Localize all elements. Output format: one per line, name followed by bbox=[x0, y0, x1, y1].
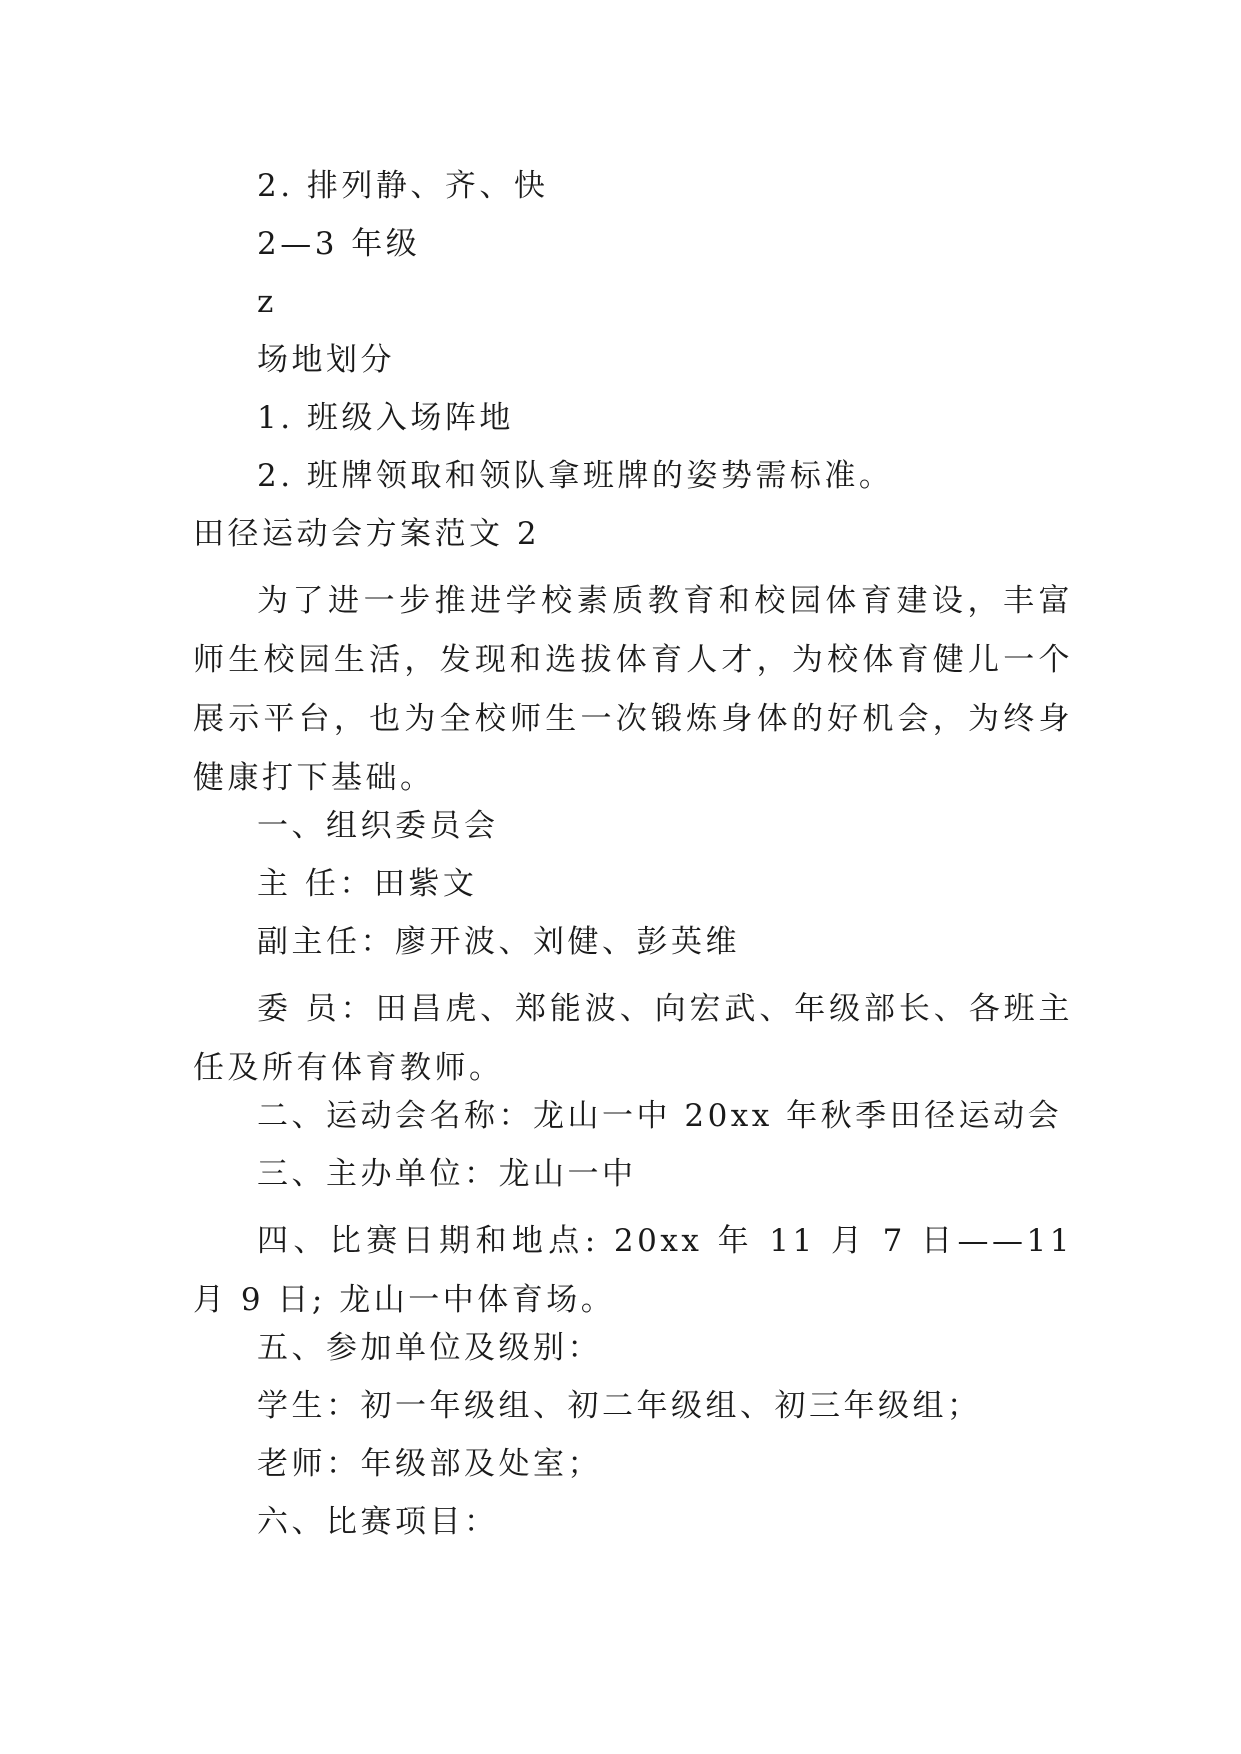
paragraph: 委 员：田昌虎、郑能波、向宏武、年级部长、各班主任及所有体育教师。 bbox=[193, 991, 1073, 1086]
text-line: 学生：初一年级组、初二年级组、初三年级组； bbox=[257, 1388, 982, 1424]
text-line: 1. 班级入场阵地 bbox=[257, 400, 514, 436]
text-line: 2. 班牌领取和领队拿班牌的姿势需标准。 bbox=[257, 458, 894, 494]
paragraph: 四、比赛日期和地点: 20xx 年 11 月 7 日——11 月 9 日; 龙山一中体育场。 bbox=[193, 1223, 1073, 1318]
text-line: z bbox=[257, 284, 277, 320]
text-line: 三、主办单位：龙山一中 bbox=[257, 1156, 637, 1192]
text-line: 副主任：廖开波、刘健、彭英维 bbox=[257, 924, 740, 960]
text-line: 六、比赛项目： bbox=[257, 1504, 499, 1540]
text-line: 主 任：田紫文 bbox=[257, 866, 478, 902]
text-line: 五、参加单位及级别： bbox=[257, 1330, 602, 1366]
section-heading: 田径运动会方案范文 2 bbox=[193, 516, 541, 552]
text-line: 老师：年级部及处室； bbox=[257, 1446, 602, 1482]
text-line: 2. 排列静、齐、快 bbox=[257, 168, 549, 204]
paragraph: 为了进一步推进学校素质教育和校园体育建设，丰富师生校园生活，发现和选拔体育人才，为校体育健儿一个展示平台，也为全校师生一次锻炼身体的好机会，为终身健康打下基础。 bbox=[193, 583, 1073, 796]
text-line: 2—3 年级 bbox=[257, 226, 421, 262]
text-line: 一、组织委员会 bbox=[257, 808, 499, 844]
text-line: 场地划分 bbox=[257, 342, 395, 378]
text-line: 二、运动会名称：龙山一中 20xx 年秋季田径运动会 bbox=[257, 1098, 1063, 1134]
